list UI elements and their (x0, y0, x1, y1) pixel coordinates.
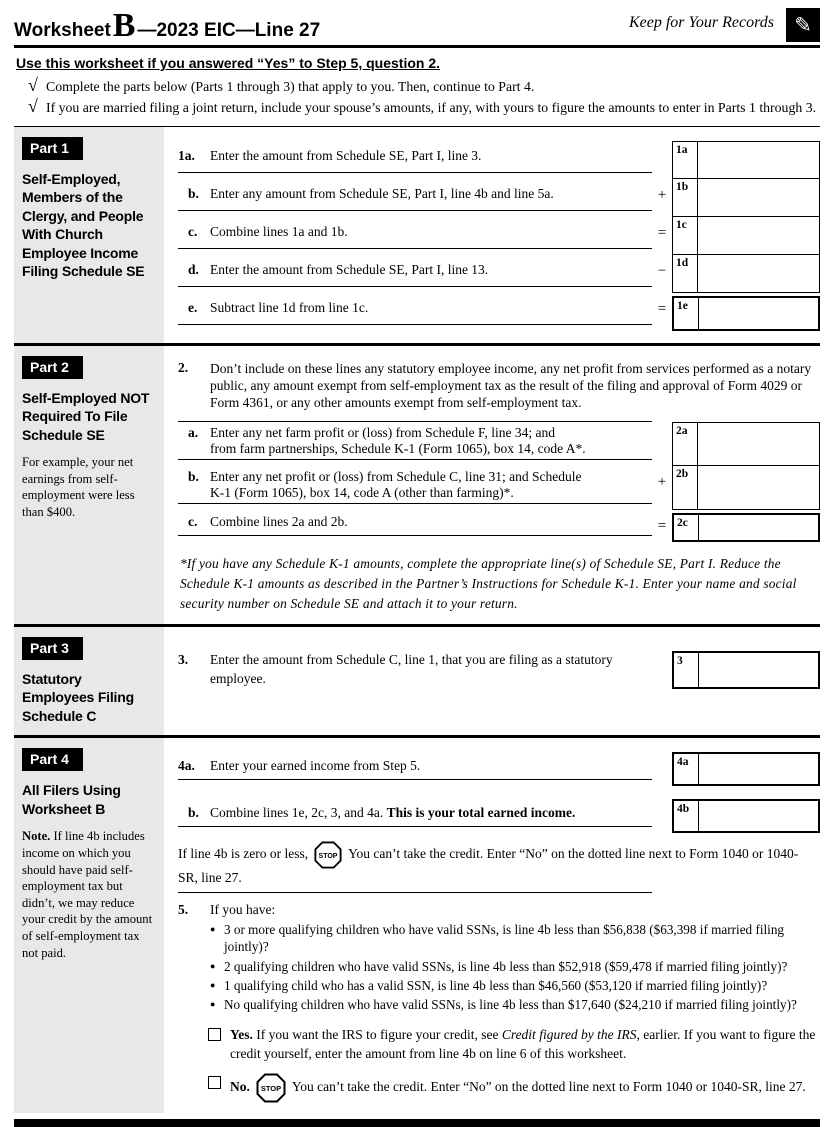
entry-box-1d (672, 254, 820, 293)
row-text: e. Subtract line 1d from line 1c. (178, 293, 652, 325)
entry-row-1e (178, 293, 820, 331)
row-text: d. Enter the amount from Schedule SE, Part I, line 13. (178, 255, 652, 287)
entry-box-1b-input[interactable] (698, 179, 819, 216)
entry-box-2a-input[interactable] (698, 423, 819, 465)
entry-box-1e (672, 296, 820, 331)
entry-box-label: 3 (674, 653, 699, 687)
entry-box-label: 1c (673, 217, 698, 254)
row-number: c. (188, 514, 198, 530)
part-3-sidebar (14, 627, 164, 735)
row-text: 1a. Enter the amount from Schedule SE, Part I, line 3. (178, 141, 652, 173)
entry-box-label: 1e (674, 298, 699, 329)
bullet-icon: ● (210, 979, 216, 990)
entry-box-1b (672, 178, 820, 217)
entry-box-label: 2c (674, 515, 699, 540)
bullet-icon: ● (210, 924, 216, 935)
row-text: b. Enter any amount from Schedule SE, Part I, line 4b and line 5a. (178, 179, 652, 211)
row-number: c. (188, 224, 198, 240)
pencil-icon: ✎ (786, 8, 820, 42)
stop-icon (314, 841, 342, 869)
part-2-sidebar (14, 346, 164, 624)
part-2-sidebar-note: For example, your net earnings from self-employment were less than $400. (22, 455, 135, 520)
row-number: b. (188, 186, 199, 202)
entry-box-2a (672, 422, 820, 466)
part-2-badge: Part 2 (22, 356, 83, 379)
entry-box-2c-input[interactable] (699, 515, 818, 540)
row-number: 5. (178, 902, 189, 918)
part-4-sidebar-note: Note. If line 4b includes income on which you should have paid self-employment tax but didn’t, we may reduce your credit by the amount of self-employment tax not paid. (22, 829, 153, 960)
entry-box-2b (672, 465, 820, 510)
bullet-item: ● 1 qualifying child who has a valid SSN, is line 4b less than $46,560 ($53,120 if married filing jointly)? (210, 977, 768, 993)
row-number: a. (188, 424, 199, 440)
operator (652, 141, 672, 179)
divider (178, 892, 652, 893)
entry-box-label: 2a (673, 423, 698, 465)
part-4-badge: Part 4 (22, 748, 83, 771)
intro-heading: Use this worksheet if you answered “Yes” to Step 5, question 2. (16, 55, 441, 71)
svg-text:STOP: STOP (260, 1084, 282, 1094)
stop-icon (256, 1073, 286, 1103)
row-number: 1a. (178, 148, 195, 164)
stop-paragraph: If line 4b is zero or less, STOP You can’t take the credit. Enter “No” on the dotted line next to Form 1040 or 1040-SR, line 27. (178, 841, 820, 888)
row-number: 4a. (178, 757, 195, 773)
row-text: 4a. Enter your earned income from Step 5. (178, 752, 652, 780)
part-2-section (14, 346, 820, 624)
entry-box-1a (672, 141, 820, 179)
bullet-item: ● 2 qualifying children who have valid SSNs, is line 4b less than $52,918 ($59,478 if married filing jointly)? (210, 958, 788, 974)
bullet-item: ● No qualifying children who have valid SSNs, is line 4b less than $17,640 ($24,210 if married filing jointly)? (210, 996, 797, 1012)
part-1-sidebar (14, 127, 164, 343)
part-4-sidebar (14, 738, 164, 1113)
part-1-badge: Part 1 (22, 137, 83, 160)
bullet-icon: ● (210, 998, 216, 1009)
no-checkbox[interactable] (208, 1076, 221, 1089)
entry-box-label: 1a (673, 142, 698, 178)
instruction-paragraph: 2. Don’t include on these lines any statutory employee income, any net profit from services performed as a notary public, any amount exempt from self-employment tax as the result of the filing and approval of Form 4029 or Form 4361, or any other amounts exempt from self-employment tax. (178, 359, 812, 411)
operator: + (657, 186, 667, 203)
worksheet-body (14, 126, 820, 1127)
entry-box-4b (672, 799, 820, 833)
svg-text:STOP: STOP (318, 853, 338, 861)
operator: + (657, 473, 667, 490)
part-1-sidebar-title: Self-Employed, Members of the Clergy, and People With Church Employee Income Filing Schedule SE (22, 170, 145, 280)
row-number: d. (188, 262, 199, 278)
entry-row-2b (178, 466, 820, 510)
part-1-section (14, 127, 820, 343)
operator (652, 422, 672, 466)
entry-box-2c (672, 513, 820, 542)
entry-row-2a (178, 422, 820, 466)
entry-box-label: 2b (673, 466, 698, 509)
entry-box-label: 4b (674, 801, 699, 831)
schedule-k1-footnote: *If you have any Schedule K-1 amounts, complete the appropriate line(s) of Schedule SE, Part I. Reduce the Schedule K-1 amounts as described in the Partner’s Instructions for Schedule K-1. Enter your name and social security number on Schedule SE and attach it to your return. (180, 555, 797, 611)
row-text: 3. Enter the amount from Schedule C, line 1, that you are filing as a statutory employee. (178, 651, 658, 689)
entry-box-1e-input[interactable] (699, 298, 818, 329)
yes-checkbox[interactable] (208, 1028, 221, 1041)
row-number: e. (188, 300, 198, 316)
entry-row-2c (178, 510, 820, 542)
operator: = (657, 224, 667, 241)
title-worksheet: Worksheet (14, 20, 111, 41)
entry-row-1a (178, 141, 820, 179)
item-5 (178, 902, 820, 1015)
row-text: c. Combine lines 1a and 1b. (178, 217, 652, 249)
part-2-content (164, 346, 820, 624)
operator: = (657, 300, 667, 317)
entry-row-1b (178, 179, 820, 217)
entry-box-label: 1d (673, 255, 698, 292)
part-1-content (164, 127, 820, 343)
entry-row-1c (178, 217, 820, 255)
entry-box-4b-input[interactable] (699, 801, 818, 831)
part-4-section (14, 738, 820, 1113)
entry-row-4a (178, 752, 820, 786)
entry-box-4a (672, 752, 820, 786)
row-number: b. (188, 804, 199, 820)
part-3-content (164, 627, 820, 735)
check-item: √ Complete the parts below (Parts 1 through 3) that apply to you. Then, continue to Part 4. (28, 75, 535, 95)
entry-box-1c-input[interactable] (698, 217, 819, 254)
keep-for-records: Keep for Your Records (628, 14, 774, 31)
entry-row-1d (178, 255, 820, 293)
checkmark-icon: √ (28, 75, 38, 95)
checkmark-icon: √ (28, 95, 38, 116)
header (14, 0, 820, 48)
entry-box-3 (672, 651, 820, 689)
item-5-lead: If you have: (210, 902, 276, 918)
entry-box-1d-input[interactable] (698, 255, 819, 292)
title-rest: —2023 EIC—Line 27 (137, 20, 321, 41)
intro (14, 48, 820, 126)
row-number: 3. (178, 651, 189, 667)
row-number: b. (188, 468, 199, 484)
row-text: b. Combine lines 1e, 2c, 3, and 4a. This is your total earned income. (178, 799, 652, 827)
part-4-sidebar-title: All Filers Using Worksheet B (22, 782, 121, 817)
operator: = (657, 517, 667, 534)
part-3-badge: Part 3 (22, 637, 83, 660)
entry-box-2b-input[interactable] (698, 466, 819, 509)
bottom-bar (14, 1119, 820, 1127)
check-item: √ If you are married filing a joint return, include your spouse’s amounts, if any, with yours to figure the amounts to enter in Parts 1 through 3. (28, 95, 817, 116)
row-text: c. Combine lines 2a and 2b. (178, 510, 652, 536)
part-2-sidebar-title: Self-Employed NOT Required To File Schedule SE (22, 389, 150, 443)
bullet-item: ● 3 or more qualifying children who have valid SSNs, is line 4b less than $56,838 ($63,398 if married filing jointly)? (210, 922, 785, 955)
no-option: No. STOP You can’t take the credit. Enter “No” on the dotted line next to Form 1040 or 1040-SR, line 27. (208, 1073, 820, 1103)
part-4-content (164, 738, 820, 1113)
header-right (629, 8, 820, 42)
entry-box-label: 4a (674, 754, 699, 784)
entry-box-1c (672, 216, 820, 255)
entry-box-3-input[interactable] (699, 653, 818, 687)
operator: − (657, 262, 667, 279)
row-text: a. Enter any net farm profit or (loss) from Schedule F, line 34; and from farm partnerships, Schedule K-1 (Form 1065), box 14, code A*. (178, 422, 652, 460)
entry-box-label: 1b (673, 179, 698, 216)
item-number: 2. (178, 359, 189, 375)
bullet-icon: ● (210, 960, 216, 971)
part-3-sidebar-title: Statutory Employees Filing Schedule C (22, 670, 134, 724)
entry-box-1a-input[interactable] (698, 142, 819, 178)
entry-row-4b (178, 799, 820, 833)
part-3-section (14, 627, 820, 735)
entry-row-3 (178, 651, 820, 689)
title-letter: B (112, 7, 136, 44)
page-title (14, 7, 321, 44)
yes-option: Yes. If you want the IRS to figure your credit, see Credit figured by the IRS, earlier. If you want to figure the credit yourself, enter the amount from line 4b on line 6 of this worksheet. (208, 1025, 820, 1063)
row-text: b. Enter any net profit or (loss) from Schedule C, line 31; and Schedule K-1 (Form 1065), box 14, code A (other than farming)*. (178, 466, 652, 504)
entry-box-4a-input[interactable] (699, 754, 818, 784)
